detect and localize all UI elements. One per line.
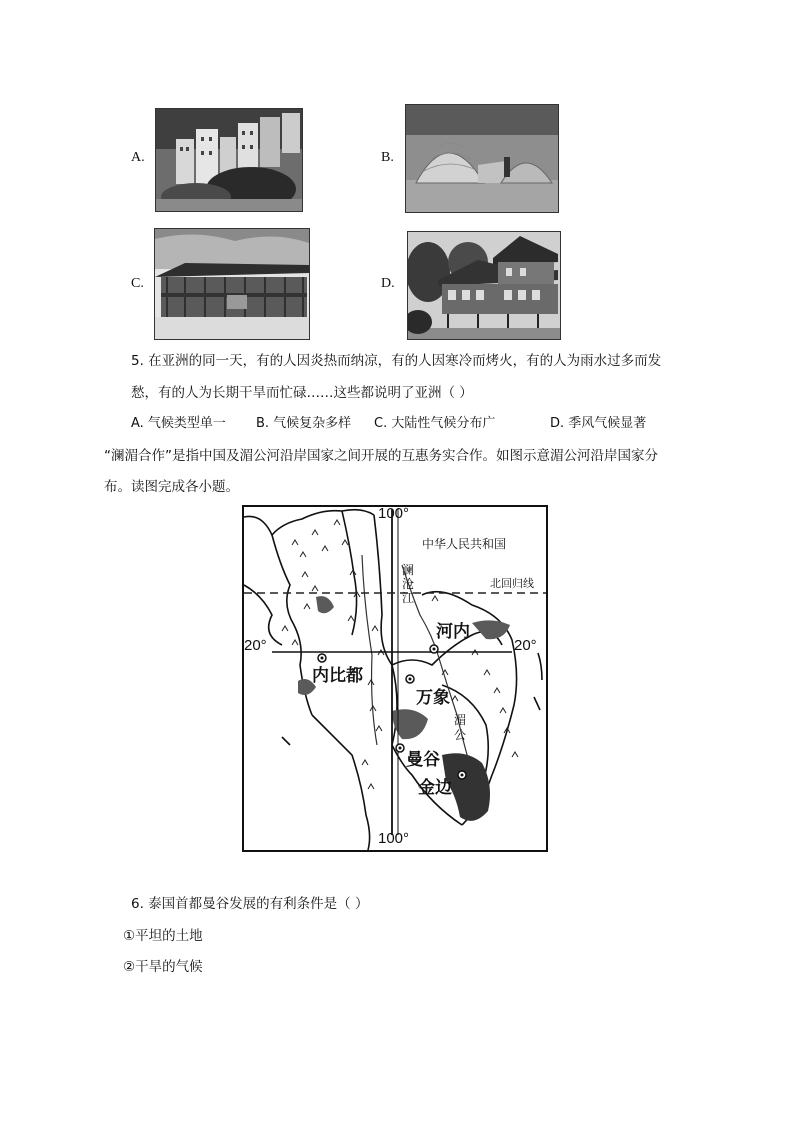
mekong-river-label: 湄 公	[454, 713, 467, 742]
naypyidaw-label: 内比都	[312, 666, 363, 686]
option-c: C. 大陆性气候分布广	[374, 416, 496, 431]
option-a: A. 气候类型单一	[131, 416, 226, 431]
option-c-label: C.	[131, 276, 144, 291]
question-5-line-1: 5. 在亚洲的同一天，有的人因炎热而纳凉，有的人因寒冷而烤火，有的人为雨水过多而发	[131, 353, 662, 369]
latitude-right-label: 20°	[514, 637, 537, 654]
phnom-penh-label: 金边	[418, 778, 452, 798]
stilt-wooden-house-photo	[154, 228, 310, 340]
latitude-left-label: 20°	[244, 637, 267, 654]
hanoi-label: 河内	[436, 622, 470, 642]
tropic-label: 北回归线	[490, 577, 534, 590]
meridian-top-label: 100°	[378, 505, 410, 522]
option-d: D. 季风气候显著	[550, 416, 647, 431]
meridian-bottom-label: 100°	[378, 830, 410, 847]
option-b-label: B.	[381, 150, 394, 165]
stone-tower-houses-photo	[155, 108, 303, 212]
lancang-mekong-intro-line-2: 布。读图完成各小题。	[104, 479, 239, 495]
vientiane-label: 万象	[416, 688, 450, 708]
lancang-mekong-intro-line-1: “澜湄合作”是指中国及湄公河沿岸国家之间开展的互惠务实合作。如图示意湄公河沿岸国家分	[104, 448, 658, 464]
option-a-label: A.	[131, 150, 145, 165]
mekong-countries-map	[242, 505, 548, 852]
question-6-option-2: ②干旱的气候	[123, 959, 203, 975]
question-6-stem: 6. 泰国首都曼谷发展的有利条件是（ ）	[131, 896, 369, 912]
bangkok-label: 曼谷	[406, 750, 440, 770]
option-d-label: D.	[381, 276, 395, 291]
lancang-river-label: 澜 沧 江	[402, 563, 415, 605]
question-5-line-2: 愁，有的人为长期干旱而忙碌……这些都说明了亚洲（ ）	[131, 385, 473, 401]
question-6-option-1: ①平坦的土地	[123, 928, 203, 944]
raised-timber-house-photo	[407, 231, 561, 340]
igloo-photo	[405, 104, 559, 213]
china-label: 中华人民共和国	[422, 537, 507, 551]
option-b: B. 气候复杂多样	[256, 416, 352, 431]
